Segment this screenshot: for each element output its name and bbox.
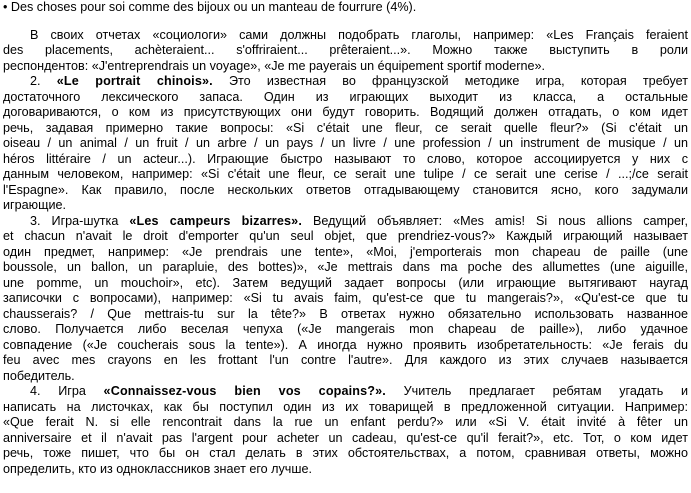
p2-line: играющие. [3, 198, 66, 212]
p2-line: héros littéraire / un acteur...). Играющие быстро называют то слово, которое ассоциируется у них с [3, 151, 688, 166]
p1-line-2: des placements, achèteraient... s'offriraient... prêteraient...». Можно также выступить в роли [3, 43, 688, 57]
bullet-line: • Des choses pour soi comme des bijoux ou un manteau de fourrure (4%). [3, 0, 417, 14]
p4-lead: Игра [58, 384, 104, 398]
p2-number: 2. [30, 74, 41, 88]
p3-line: слово. Получается либо веселая чепуха («Je mangerais mon chapeau de paille»), либо удачное [3, 322, 688, 336]
p3-line: один предмет, например: «Je prendrais une tente», «Moi, j'emporterais mon chapeau de paille (une [3, 244, 688, 259]
p3-line: et chacun n'avait le droit d'emporter qu'un seul objet, que prendriez-vous?» Каждый играющий называет [3, 229, 688, 243]
p2-title: «Le portrait chinois». [56, 74, 213, 88]
p2-first-rest: Это известная во французской методике игра, которая требует [212, 74, 688, 88]
p2-line: данным человеком, например: «Si c'était une fleur, ce serait une tulipe / ce serait une cerise / ...;/ce serait [3, 167, 688, 181]
p4-title: «Connaissez-vous bien vos copains?». [103, 384, 386, 398]
p3-line: une pomme, un mouchoir», etc). Затем ведущий задает вопросы (или играющие вытягивают наугад [3, 275, 688, 290]
p4-first-line [3, 384, 688, 400]
p3-first-line [3, 214, 688, 230]
p3-line: boussole, un ballon, un parapluie, des bottes)», «Je mettrais dans ma poche des allumettes (une aiguille, [3, 260, 688, 274]
p4-first-rest: Учитель предлагает ребятам угадать и [385, 384, 688, 398]
p3-line: записочки с вопросами), например: «Si tu avais faim, qu'est-ce que tu mangerais?», «Qu'est-ce que tu [3, 291, 688, 305]
p2-line: l'Espagne». Как правило, после нескольких ответов отгадывающему становится ясно, кого задумали [3, 182, 688, 197]
p2-line: договариваются, о ком из присутствующих они будут говорить. Водящий должен отгадать, о ком идет [3, 105, 688, 119]
p3-first-rest: Ведущий объявляет: «Mes amis! Si nous allions camper, [301, 213, 689, 228]
paragraph-gap [3, 16, 688, 28]
p1-line-3: респондентов: «J'entreprendrais un voyage», «Je me payerais un équipement sportif moderne». [3, 58, 545, 73]
p3-line: совпадение («Je coucherais sous la tente»). А иногда нужно проявить изобретательность: «Je ferais du [3, 337, 688, 352]
p4-number: 4. [30, 384, 41, 398]
p4-line: «Que ferait N. si elle rencontrait dans la rue un enfant perdu?» или «Si V. était invité à fêter un [3, 415, 688, 429]
p2-line: достаточного лексического запаса. Один из играющих выходит из класса, а остальные [3, 89, 688, 104]
p2-first-line [3, 74, 688, 90]
p4-line: речь, тоже пишет, что бы он стал делать в этих обстоятельствах, а потом, сравнивая ответы, можно [3, 446, 688, 460]
p2-line: речь, задавая примерно такие вопросы: «Si c'était une fleur, ce serait quelle fleur?» (Si c'était un [3, 120, 688, 135]
p3-number: 3. [30, 213, 41, 228]
p4-line: anniversaire et il n'avait pas l'argent pour acheter un cadeau, qu'est-ce qu'il ferait?», etc. Тот, о ком идет [3, 430, 688, 445]
p3-line: chausserais? / Que mettrais-tu sur la tête?» В ответах нужно обязательно использовать названное [3, 306, 688, 321]
p4-line: написать на листочках, как бы поступил один из их товарищей в предложенной ситуации. Например: [3, 399, 688, 414]
p2-line: oiseau / un animal / un fruit / un arbre / un pays / un livre / une profession / un instrument de musique / un [3, 136, 688, 150]
p3-lead: Игра-шутка [51, 213, 130, 228]
p1-line-1: В своих отчетах «социологи» сами должны подобрать глаголы, например: «Les Français feraient [30, 27, 688, 42]
p3-line: победитель. [3, 368, 75, 383]
p3-line: feu avec mes crayons en les frottant l'un contre l'autre». Для каждого из этих случаев называется [3, 353, 688, 367]
p4-line: определить, кто из одноклассников знает его лучше. [3, 461, 312, 476]
p3-title: «Les campeurs bizarres». [129, 213, 302, 228]
